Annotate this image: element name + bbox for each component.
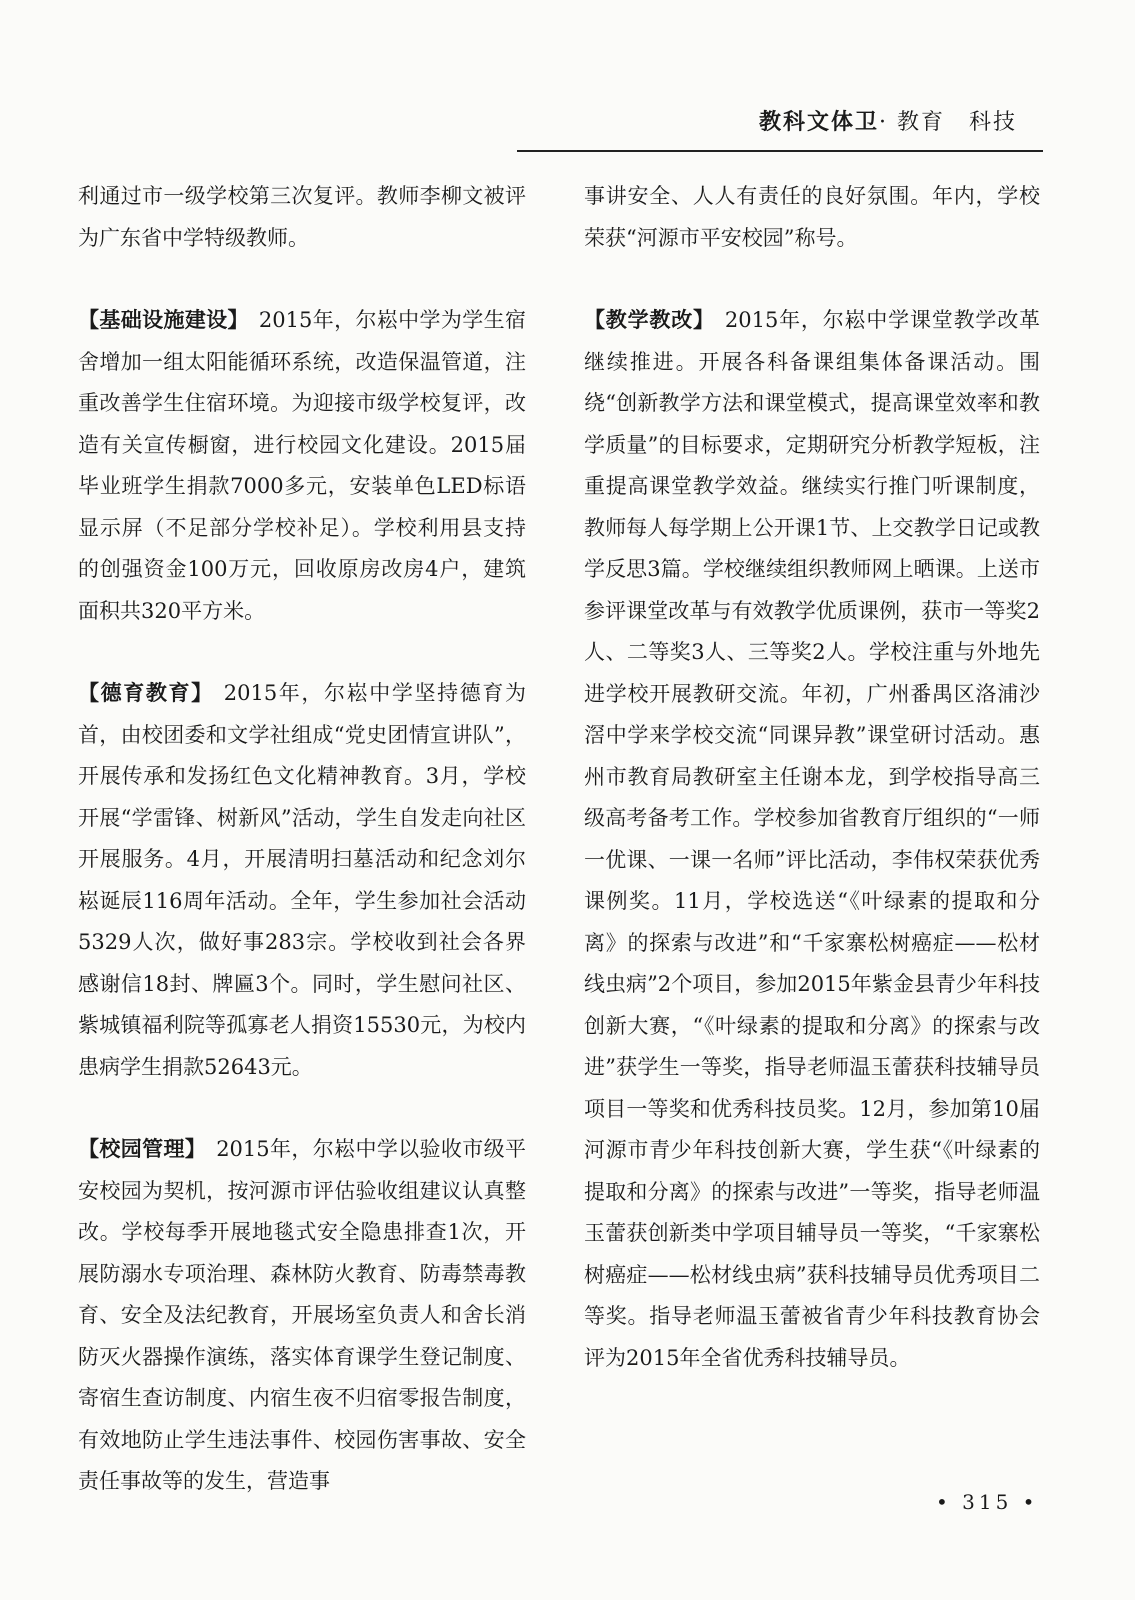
section-heading: 【德育教育】 [78, 680, 214, 705]
section-heading: 【校园管理】 [78, 1136, 207, 1161]
section-body: 2015年，尔崧中学为学生宿舍增加一组太阳能循环系统，改造保温管道，注重改善学生住宿环境。为迎接市级学校复评，改造有关宣传橱窗，进行校园文化建设。2015届毕业班学生捐款7000多元，安装单色LED标语显示屏（不足部分学校补足）。学校利用县支持的创强资金100万元，回收原房改房4户，建筑面积共320平方米。 [78, 308, 527, 623]
section-body: 2015年，尔崧中学坚持德育为首，由校团委和文学社组成“党史团情宣讲队”，开展传承和发扬红色文化精神教育。3月，学校开展“学雷锋、树新风”活动，学生自发走向社区开展服务。4月，开展清明扫墓活动和纪念刘尔崧诞辰116周年活动。全年，学生参加社会活动5329人次，做好事283宗。学校收到社会各界感谢信18封、牌匾3个。同时，学生慰问社区、紫城镇福利院等孤寡老人捐资15530元，为校内患病学生捐款52643元。 [78, 681, 527, 1079]
moral-education-section [78, 672, 526, 1088]
section-body: 2015年，尔崧中学以验收市级平安校园为契机，按河源市评估验收组建议认真整改。学校每季开展地毯式安全隐患排查1次，开展防溺水专项治理、森林防火教育、防毒禁毒教育、安全及法纪教育，开展场室负责人和舍长消防灭火器操作演练，落实体育课学生登记制度、寄宿生查访制度、内宿生夜不归宿零报告制度，有效地防止学生违法事件、校园伤害事故、安全责任事故等的发生，营造事 [78, 1137, 526, 1493]
header-subsection: · 教育 科技 [879, 110, 1017, 135]
continued-paragraph: 利通过市一级学校第三次复评。教师李柳文被评为广东省中学特级教师。 [78, 184, 526, 250]
header-section: 教科文体卫 [758, 109, 879, 135]
left-column [78, 176, 526, 1503]
section-heading: 【基础设施建设】 [78, 307, 249, 332]
infrastructure-section [78, 299, 526, 632]
campus-management-section [78, 1128, 526, 1503]
section-heading: 【教学教改】 [584, 307, 715, 332]
right-column [584, 176, 1040, 1379]
continued-paragraph: 事讲安全、人人有责任的良好氛围。年内，学校荣获“河源市平安校园”称号。 [584, 184, 1040, 250]
header-rule [517, 150, 1043, 152]
running-header [759, 105, 1017, 136]
section-body: 2015年，尔崧中学课堂教学改革继续推进。开展各科备课组集体备课活动。围绕“创新教学方法和课堂模式，提高课堂效率和教学质量”的目标要求，定期研究分析教学短板，注重提高课堂教学效益。继续实行推门听课制度，教师每人每学期上公开课1节、上交教学日记或教学反思3篇。学校继续组织教师网上晒课。上送市参评课堂改革与有效教学优质课例，获市一等奖2人、二等奖3人、三等奖2人。学校注重与外地先进学校开展教研交流。年初，广州番禺区洛浦沙滘中学来学校交流“同课异教”课堂研讨活动。惠州市教育局教研室主任谢本龙，到学校指导高三级高考备考工作。学校参加省教育厅组织的“一师一优课、一课一名师”评比活动，李伟权荣获优秀课例奖。11月，学校选送“《叶绿素的提取和分离》的探索与改进”和“千家寨松树癌症——松材线虫病”2个项目，参加2015年紫金县青少年科技创新大赛，“《叶绿素的提取和分离》的探索与改进”获学生一等奖，指导老师温玉蕾获科技辅导员项目一等奖和优秀科技员奖。12月，参加第10届河源市青少年科技创新大赛，学生获“《叶绿素的提取和分离》的探索与改进”一等奖，指导老师温玉蕾获创新类中学项目辅导员一等奖，“千家寨松树癌症——松材线虫病”获科技辅导员优秀项目二等奖。指导老师温玉蕾被省青少年科技教育协会评为2015年全省优秀科技辅导员。 [584, 308, 1040, 1370]
teaching-reform-section [584, 299, 1040, 1379]
page-number: • 315 • [936, 1490, 1039, 1514]
